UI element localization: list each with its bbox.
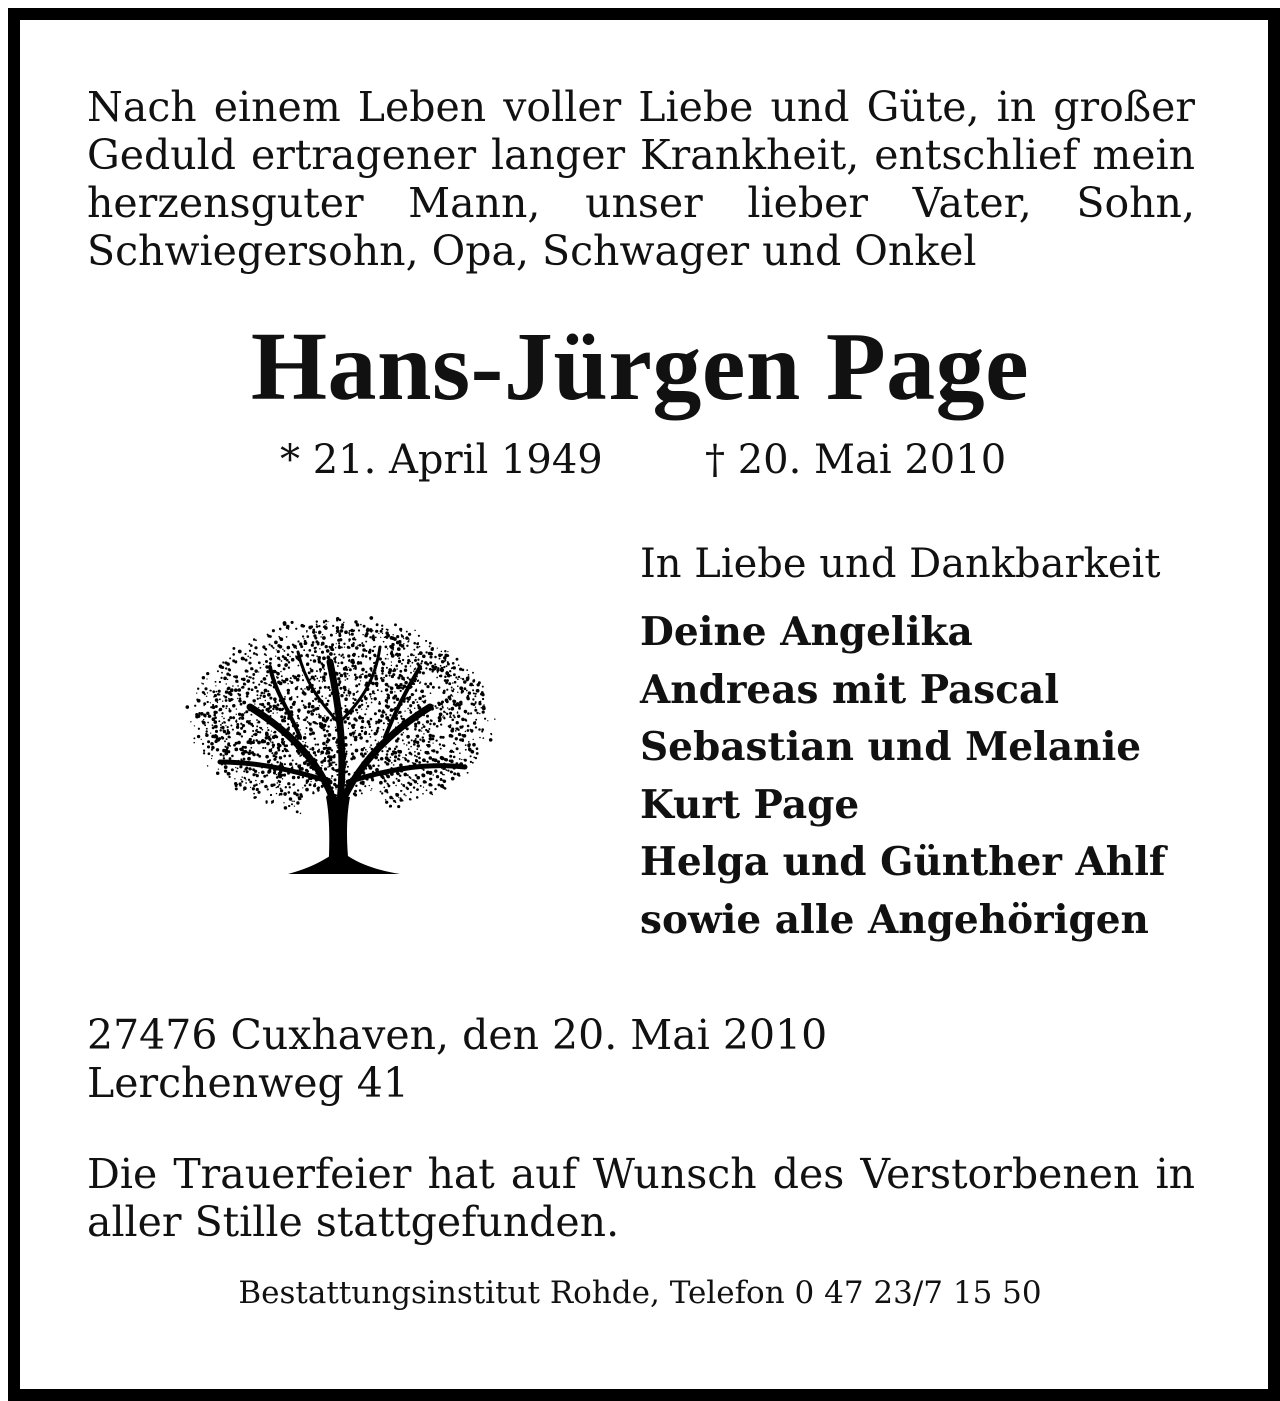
tree-icon [180,612,502,882]
intro-line: Geduld ertragener langer Krankheit, entschlief mein [87,131,1195,179]
mourner-name: sowie alle Angehörigen [640,896,1149,943]
mourner-name: Deine Angelika [640,609,973,655]
mourner-name: Andreas mit Pascal [640,666,1060,713]
ceremony-line: Die Trauerfeier hat auf Wunsch des Verstorbenen in [87,1150,1195,1198]
death-date: † 20. Mai 2010 [705,437,1007,483]
funeral-home-contact: Bestattungsinstitut Rohde, Telefon 0 47 23/7 15 50 [238,1275,1042,1311]
mourners-list [640,604,1166,950]
mourner-name: Helga und Günther Ahlf [640,839,1166,886]
intro-line: Schwiegersohn, Opa, Schwager und Onkel [87,227,977,275]
deceased-name: Hans-Jürgen Page [250,313,1030,421]
intro-line: Nach einem Leben voller Liebe und Güte, in großer [87,83,1195,131]
gratitude-line: In Liebe und Dankbarkeit [640,541,1161,587]
ceremony-line: aller Stille stattgefunden. [87,1198,620,1246]
intro-text [87,83,1195,275]
birth-date: * 21. April 1949 [280,437,603,483]
ceremony-text [87,1150,1195,1246]
place-block [87,1011,827,1107]
intro-line: herzensguter Mann, unser lieber Vater, Sohn, [87,179,1195,227]
address: Lerchenweg 41 [87,1059,409,1107]
mourner-name: Sebastian und Melanie [640,724,1142,771]
place-date: 27476 Cuxhaven, den 20. Mai 2010 [87,1011,828,1059]
mourner-name: Kurt Page [640,781,860,828]
